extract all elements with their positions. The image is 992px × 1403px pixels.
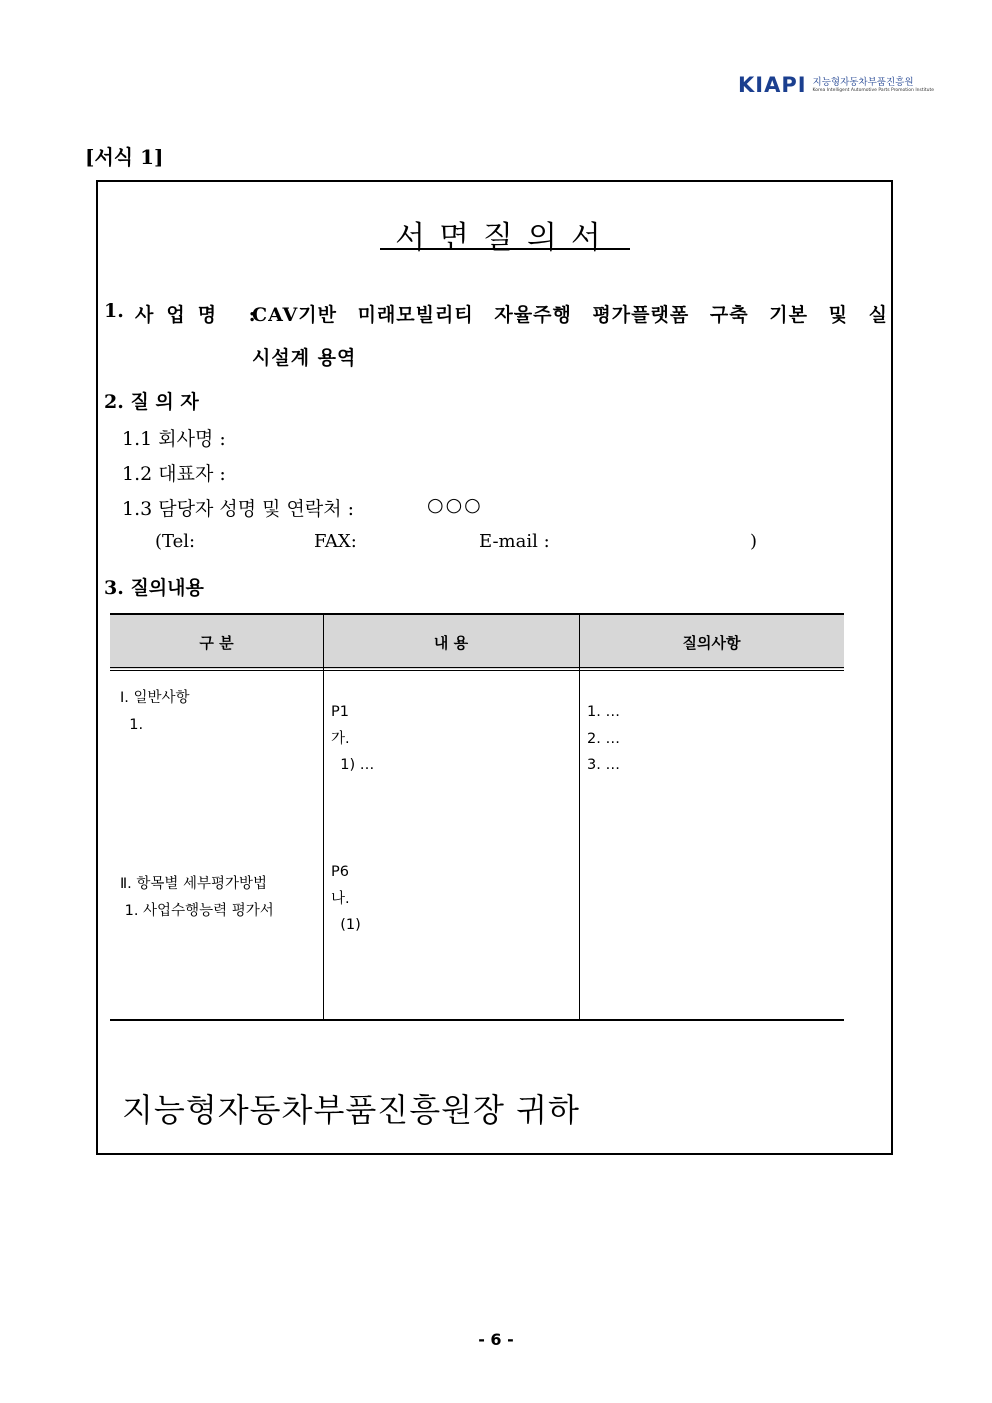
contact-person-field: 1.3 담당자 성명 및 연락처 : [122,498,355,520]
email-label: E-mail : [479,531,550,552]
table-cell-questions-1: 1. … 2. … 3. … [587,704,620,773]
contact-close-paren: ) [750,531,758,552]
representative-field: 1.2 대표자 : [122,463,226,485]
inquiry-table [110,613,844,1021]
table-cell-content-2: P6 나. (1) [331,864,361,933]
header-rule-2 [110,670,844,671]
kiapi-logo [738,72,934,98]
logo-english-name: Korea Intelligent Automotive Parts Promotion Institute [812,87,935,93]
page-number: - 6 - [478,1330,514,1349]
table-bottom-rule [110,1019,844,1021]
fax-label: FAX: [314,531,357,552]
column-divider-2 [579,613,580,1020]
section1-number: 1. [104,300,124,322]
header-rule-1 [110,667,844,668]
form-label: [서식 1] [85,145,164,169]
logo-wordmark: KIAPI [738,73,807,97]
tel-label: (Tel: [155,531,196,552]
project-name-line2: 시설계 용역 [252,347,357,369]
table-cell-category-2: Ⅱ. 항목별 세부평가방법 1. 사업수행능력 평가서 [120,876,274,919]
contact-placeholder: ○○○ [427,494,483,516]
header-category: 구 분 [110,613,323,669]
title-underline [380,248,630,250]
logo-korean-name: 지능형자동차부품진흥원 [812,76,914,88]
table-cell-content-1: P1 가. 1) … [331,704,375,773]
section1-label: 사업명 : [135,304,269,326]
table-cell-category-1: Ⅰ. 일반사항 1. [120,690,190,733]
section2-heading: 2. 질 의 자 [104,391,199,413]
recipient-line: 지능형자동차부품진흥원장 귀하 [122,1091,580,1129]
project-name-line1: CAV기반 미래모빌리티 자율주행 평가플랫폼 구축 기본 및 실 [252,304,888,326]
column-divider-1 [323,613,324,1020]
header-content: 내 용 [323,613,579,669]
logo-text [813,77,934,94]
section3-heading: 3. 질의내용 [104,577,204,599]
company-name-field: 1.1 회사명 : [122,428,226,450]
header-questions: 질의사항 [579,613,844,669]
document-title: 서면질의서 [395,220,615,256]
